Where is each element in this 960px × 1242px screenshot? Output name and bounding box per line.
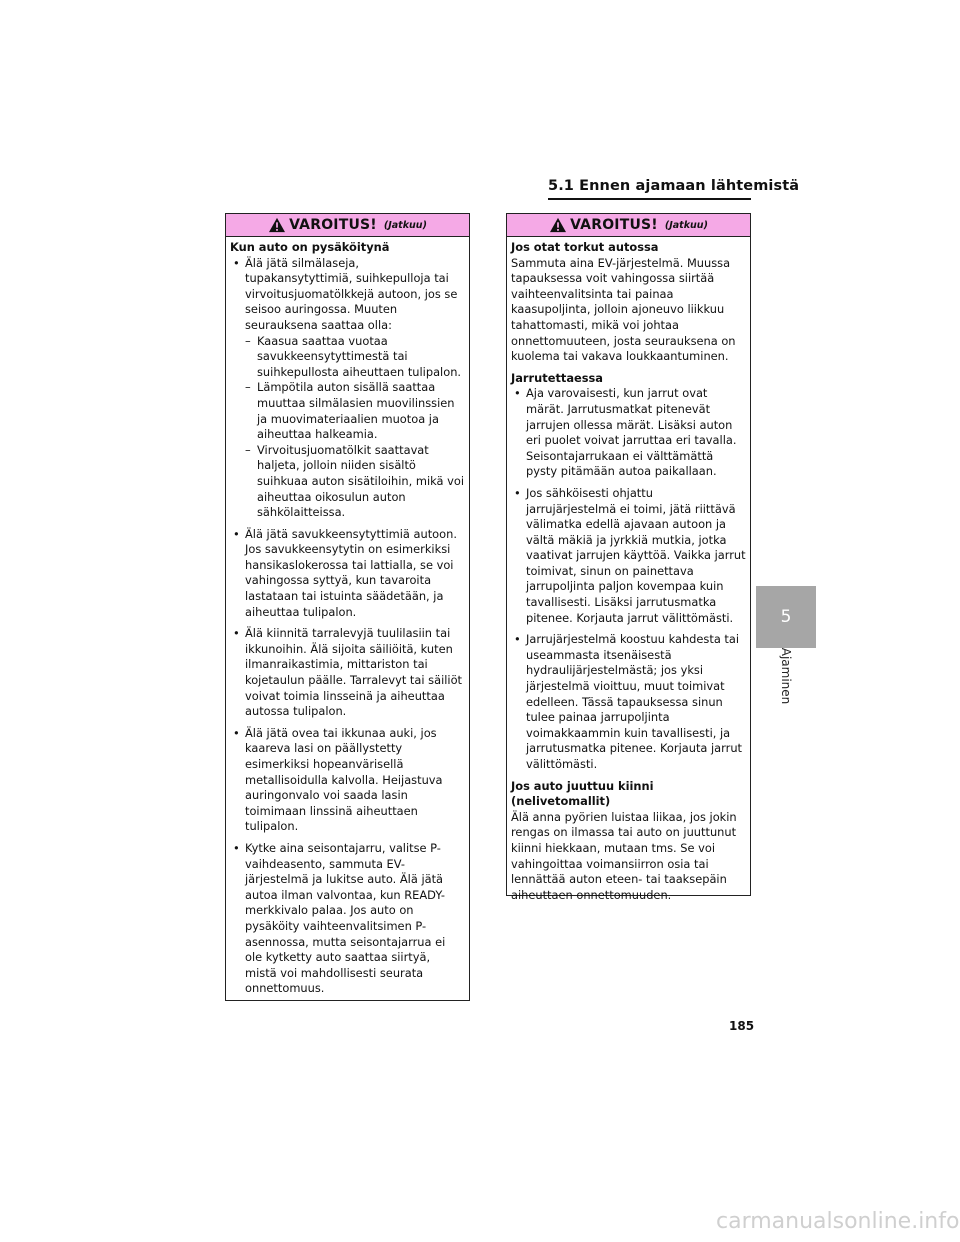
- chapter-number: 5: [780, 607, 792, 627]
- warning-triangle-icon: [549, 217, 567, 233]
- section-title: 5.1 Ennen ajamaan lähtemistä: [548, 178, 800, 194]
- paragraph: Älä anna pyörien luistaa liikaa, jos jokin rengas on ilmassa tai auto on juuttunut kiinni hiekkaan, mutaan tms. Se voi vahingoittaa voimansiirron osia tai lennättää auton eteen- tai taaksepäin aiheuttaen onnettomuuden.: [511, 809, 737, 902]
- warning-header: [226, 214, 469, 237]
- warning-title: VAROITUS!: [570, 217, 658, 233]
- header-rule: [548, 198, 751, 200]
- warning-body-right: [507, 237, 750, 903]
- warning-box-left: [225, 213, 470, 1001]
- paragraph: Sammuta aina EV-järjestelmä. Muussa tapauksessa voit vahingossa siirtää vaihteenvalitsinta tai painaa kaasupoljinta, jolloin ajoneuvo liikkuu tahattomasti, mikä voi johtaa onnettomuuteen, josta seurauksena on kuolema tai vakava loukkaantuminen.: [511, 255, 736, 364]
- subheading: Jarrutettaessa: [511, 370, 603, 385]
- chapter-label: Ajaminen: [779, 647, 793, 705]
- bullet-item: • Älä jätä ovea tai ikkunaa auki, jos kaareva lasi on päällystetty esimerkiksi hopeanvärisellä metallisoidulla kalvolla. Heijastuva auringonvalo voi saada lasin toimimaan linssinä aiheuttaen tulipalon.: [230, 726, 465, 835]
- bullet-item: [230, 256, 465, 521]
- warning-box-right: [506, 213, 751, 902]
- dash-item: – Lämpötila auton sisällä saattaa muuttaa silmälasien muovilinssien ja muovimateriaalien muotoa ja aiheuttaa halkeamia.: [230, 380, 465, 442]
- chapter-tab: [756, 586, 816, 648]
- warning-body-left: [226, 237, 469, 997]
- bullet-item: • Älä jätä savukkeensytyttimiä autoon. Jos savukkeensytytin on esimerkiksi hansikaslokerossa tai lattialla, se voi vahingossa syttyä, kun tavaroita lastataan tai istuinta säädetään, ja aiheuttaa tulipalon.: [230, 527, 465, 621]
- dash-item: – Virvoitusjuomatölkit saattavat haljeta, jolloin niiden sisältö suihkuaa auton sisätiloihin, mikä voi aiheuttaa oikosulun auton sähkölaitteissa.: [230, 443, 465, 521]
- subheading: Jos auto juuttuu kiinni (nelivetomallit): [511, 778, 654, 809]
- bullet-item: • Kytke aina seisontajarru, valitse P-vaihdeasento, sammuta EV-järjestelmä ja lukitse auto. Älä jätä autoa ilman valvontaa, kun READY-merkkivalo palaa. Jos auto on pysäköity vaihteenvalitsimen P-asennossa, mutta seisontajarrua ei ole kytketty auto saattaa siirtyä, mistä voi mahdollisesti seurata onnettomuus.: [230, 841, 465, 997]
- dash-item: – Kaasua saattaa vuotaa savukkeensytyttimestä tai suihkepullosta aiheuttaen tulipalon.: [230, 334, 465, 381]
- bullet-item: • Älä kiinnitä tarralevyjä tuulilasiin tai ikkunoihin. Älä sijoita säiliöitä, kuten ilmanraikastimia, mittariston tai kojetaulun päälle. Tarralevyt tai säiliöt voivat toimia linsseinä ja aiheuttaa autossa tulipalon.: [230, 626, 465, 720]
- bullet-item: • Jos sähköisesti ohjattu jarrujärjestelmä ei toimi, jätä riittävä välimatka edellä ajavaan autoon ja vältä mäkiä ja jyrkkiä mutkia, jotka vaativat jarrujen käyttöä. Vaikka jarrut toimivat, sinun on painettava jarrupoljinta paljon kovempaa kuin tavallisesti. Lisäksi jarrutusmatka pitenee. Korjauta jarrut välittömästi.: [511, 486, 746, 626]
- warning-header: [507, 214, 750, 237]
- bullet-item: • Aja varovaisesti, kun jarrut ovat märät. Jarrutusmatkat pitenevät jarrujen ollessa märät. Lisäksi auton eri puolet voivat jarruttaa eri tavalla. Seisontajarrukaan ei välttämättä pysty pitämään autoa paikallaan.: [511, 386, 746, 480]
- subheading: Jos otat torkut autossa: [511, 240, 659, 254]
- bullet-item: • Jarrujärjestelmä koostuu kahdesta tai useammasta itsenäisestä hydraulijärjestelmästä; jos yksi järjestelmä vioittuu, muut toimivat edelleen. Tässä tapauksessa sinun tulee painaa jarrupoljinta voimakkaammin kuin tavallisesti, ja jarrutusmatka pitenee. Korjauta jarrut välittömästi.: [511, 632, 746, 772]
- warning-continued: (Jatkuu): [383, 219, 427, 231]
- warning-triangle-icon: [268, 217, 286, 233]
- warning-continued: (Jatkuu): [664, 219, 708, 231]
- warning-title: VAROITUS!: [289, 217, 377, 233]
- watermark: carmanualsonline.info: [716, 1209, 960, 1234]
- bullet-text: • Älä jätä silmälaseja, tupakansytyttimiä, suihkepulloja tai virvoitusjuomatölkkejä autoon, jos se seisoo auringossa. Muuten seurauksena saattaa olla:: [245, 255, 458, 332]
- subheading: Kun auto on pysäköitynä: [230, 240, 390, 254]
- page-number: 185: [729, 1019, 755, 1033]
